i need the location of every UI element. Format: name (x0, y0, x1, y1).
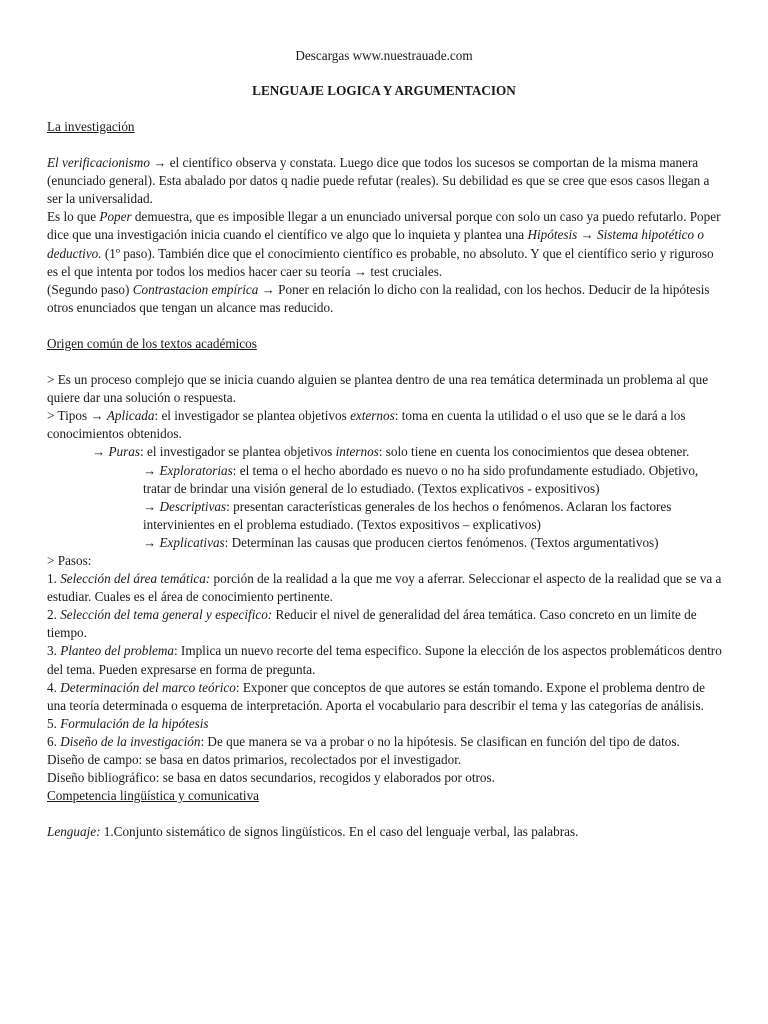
section-heading-origen: Origen común de los textos académicos (47, 335, 257, 351)
step-6: 6. Diseño de la investigación: De que manera se va a probar o no la hipótesis. Se clasifican en función del tipo de datos. (47, 733, 680, 749)
paragraph-segundo-paso: (Segundo paso) Contrastacion empírica → Poner en relación lo dicho con la realidad, con los hechos. Deducir de la hipótesis otros enunciados que tengan un alcance mas reducido. (47, 281, 710, 315)
paragraph-pasos: > Pasos: (47, 552, 92, 568)
step-5: 5. Formulación de la hipótesis (47, 715, 209, 731)
paragraph-diseno-bibliografico: Diseño bibliográfico: se basa en datos secundarios, recogidos y elaborados por otros. (47, 770, 495, 786)
section-heading-competencia: Competencia lingüística y comunicativa (47, 788, 260, 804)
step-2: 2. Selección del tema general y especifico: Reducir el nivel de generalidad del área temática. Caso concreto en un limite de tiempo. (47, 607, 697, 641)
document-body (47, 118, 723, 841)
step-4: 4. Determinación del marco teórico: Exponer que conceptos de que autores se están tomando. Expone el problema dentro de una teoría determinada o esquema de interpretación. Aporta el vocabulario para describir el tema y las categorías de análisis. (47, 679, 705, 713)
paragraph-proceso: > Es un proceso complejo que se inicia cuando alguien se plantea dentro de una rea temática determinada un problema al que quiere dar una solución o respuesta. (47, 372, 709, 406)
paragraph-puras: → Puras: el investigador se plantea objetivos internos: solo tiene en cuenta los conocimientos que desea obtener. (92, 444, 690, 460)
paragraph-lenguaje: Lenguaje: 1.Conjunto sistemático de signos lingüísticos. En el caso del lenguaje verbal, las palabras. (47, 824, 579, 840)
section-heading-investigacion: La investigación (47, 119, 135, 134)
page-header: Descargas www.nuestrauade.com (295, 48, 473, 63)
paragraph-diseno-campo: Diseño de campo: se basa en datos primarios, recolectados por el investigador. (47, 752, 462, 767)
paragraph-descriptivas: → Descriptivas: presentan características generales de los hechos o fenómenos. Aclaran los factores intervinientes en el problema estudiado. (Textos expositivos – explicativos) (143, 498, 672, 532)
paragraph-exploratorias: → Exploratorias: el tema o el hecho abordado es nuevo o no ha sido profundamente estudiado. Objetivo, tratar de brindar una visión general de lo estudiado. (Textos explicativos - expositivos) (143, 462, 699, 496)
step-1: 1. Selección del área temática: porción de la realidad a la que me voy a aferrar. Seleccionar el aspecto de la realidad que se va a estudiar. Cuales es el área de conocimiento pertinente. (47, 571, 722, 605)
step-3: 3. Planteo del problema: Implica un nuevo recorte del tema especifico. Supone la elección de los aspectos problemáticos dentro del tema. Pueden expresarse en forma de pregunta. (47, 643, 722, 677)
paragraph-explicativas: → Explicativas: Determinan las causas que producen ciertos fenómenos. (Textos argumentativos) (143, 534, 659, 550)
document-title: LENGUAJE LOGICA Y ARGUMENTACION (252, 83, 516, 98)
paragraph-tipos: > Tipos → Aplicada: el investigador se plantea objetivos externos: toma en cuenta la utilidad o el uso que se le dará a los conocimientos obtenidos. (47, 408, 686, 442)
paragraph-verificacionismo: El verificacionismo → el científico observa y constata. Luego dice que todos los sucesos se comportan de la misma manera (enunciado general). Esta abalado por datos q nadie puede refutar (reales). Su debilidad es que se cree que esos casos llegan a ser la universalidad. (47, 155, 710, 207)
paragraph-poper: Es lo que Poper demuestra, que es imposible llegar a un enunciado universal porque con solo un caso ya puedo refutarlo. Poper dice que una investigación inicia cuando el científico ve algo que lo inquieta y plantea una Hipótesis → Sistema hipotético o deductivo. (1º paso). También dice que el conocimiento científico es probable, no absoluto. Y que el científico serio y riguroso es el que intenta por todos los medios hacer caer su teoría → test cruciales. (47, 209, 721, 279)
